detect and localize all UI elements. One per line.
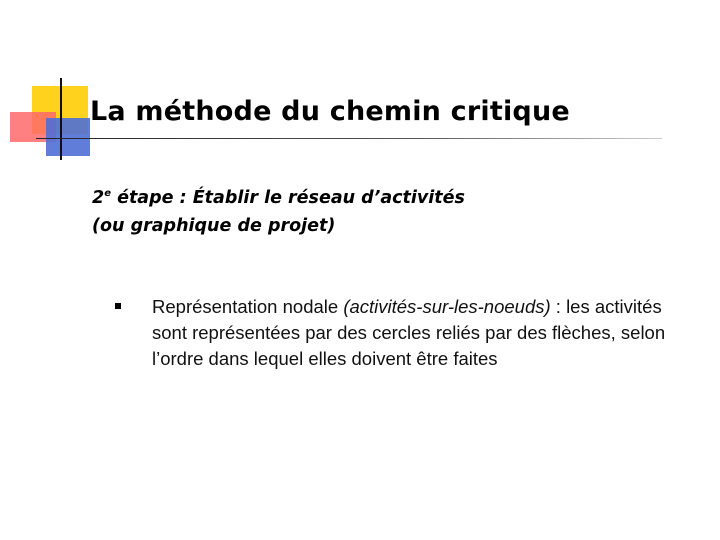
bullet-text-before: Représentation nodale bbox=[152, 296, 344, 317]
decorative-blue-square bbox=[46, 118, 90, 156]
slide-subtitle bbox=[92, 180, 465, 240]
subtitle-line-1 bbox=[92, 180, 465, 212]
slide-title: La méthode du chemin critique bbox=[90, 96, 570, 127]
subtitle-line-1-rest: étape : Établir le réseau d’activités bbox=[110, 188, 465, 208]
title-underline bbox=[36, 138, 662, 139]
decorative-vertical-line bbox=[60, 78, 62, 160]
subtitle-line-2: (ou graphique de projet) bbox=[92, 216, 336, 236]
step-superscript: e bbox=[104, 188, 111, 199]
bullet-square-icon bbox=[115, 303, 121, 309]
bullet-text-after: : les activités sont représentées par des cercles reliés par des flèches, selon l’ordre dans lequel elles doivent être faites bbox=[152, 296, 666, 369]
step-number: 2 bbox=[92, 188, 105, 208]
bullet-item bbox=[152, 294, 672, 372]
bullet-text-italic: (activités-sur-les-noeuds) bbox=[343, 296, 551, 317]
